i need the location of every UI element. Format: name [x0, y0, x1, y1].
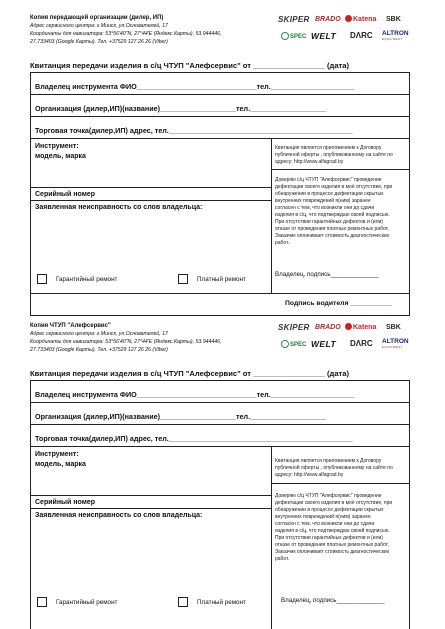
- divider: [31, 508, 271, 509]
- divider: [31, 293, 409, 294]
- shop-row[interactable]: Торговая точка(дилер,ИП) адрес, тел.______________________________________________: [31, 425, 409, 447]
- receipt-form-service-copy: [30, 322, 410, 606]
- warranty-repair-checkbox[interactable]: [37, 597, 117, 607]
- paid-label: Платный ремонт: [197, 275, 246, 283]
- shop-row[interactable]: Торговая точка(дилер,ИП) адрес, тел.______________________________________________: [31, 117, 409, 139]
- service-address: Адрес сервисного центра: г.Минск, ул.Основателей, 17: [30, 23, 168, 29]
- warranty-label: Гарантийный ремонт: [56, 275, 118, 283]
- paid-repair-checkbox[interactable]: [178, 274, 246, 284]
- coordinates-line-1: Координаты для навигатора: 53°56'40"N, 27°44'E (Яндекс.Карты), 53.944446,: [30, 339, 222, 345]
- spec-ring-icon: [281, 340, 289, 348]
- header-info: [30, 322, 280, 354]
- brado-logo: BRADO: [315, 324, 341, 331]
- altron-logo: ALTRON EQUIPMENT: [382, 338, 409, 349]
- spec-logo: SPEC: [281, 32, 306, 40]
- brado-logo: BRADO: [315, 16, 341, 23]
- brand-logos: [278, 14, 410, 54]
- altron-logo: ALTRON EQUIPMENT: [382, 30, 409, 41]
- sbk-logo: SBK: [386, 16, 401, 23]
- welt-logo: WELT: [311, 31, 337, 41]
- divider: [31, 200, 271, 201]
- checkbox-square[interactable]: [37, 597, 47, 607]
- katena-mark-icon: [345, 323, 352, 330]
- form-table: [30, 72, 410, 316]
- coordinates-line-2: 27.733403 (Google Карты). Тел. +37529 127 26 26 (Viber): [30, 347, 168, 353]
- organization-row[interactable]: Организация (дилер,ИП)(название)___________________тел.___________________: [31, 403, 409, 425]
- katena-logo: Katena: [345, 15, 376, 23]
- column-divider: [271, 447, 272, 629]
- header-info: [30, 14, 280, 46]
- driver-signature[interactable]: Подпись водителя ___________: [285, 300, 392, 307]
- tool-model-label[interactable]: модель, марка: [35, 461, 86, 468]
- form-table: [30, 380, 410, 629]
- tool-label: Инструмент:: [35, 451, 79, 458]
- owner-signature[interactable]: Владелец, подпись______________: [275, 271, 379, 278]
- defect-label[interactable]: Заявленная неисправность со слов владельца:: [35, 204, 203, 211]
- owner-row[interactable]: Владелец инструмента ФИО______________________________тел._____________________: [31, 381, 409, 403]
- paid-label: Платный ремонт: [197, 598, 246, 606]
- organization-row[interactable]: Организация (дилер,ИП)(название)___________________тел.___________________: [31, 95, 409, 117]
- consent-text: Доверяю с/ц ЧТУП "Алефсервис" проведение дефектации своего изделия в моё отсутствие, при обнаружении в процессе дефектации скрытых внутренних повреждений я(ним) заранее согласен с тем, что возникли они до сдачи изделия в с/ц, что подтверждаю своей подписью. При отсутствии гарантийных дефектов и (или) отказе от проведения платных ремонтных работ, Заказчик оплачивает стоимость диагностических работ.: [275, 177, 393, 246]
- tool-model-label[interactable]: модель, марка: [35, 153, 86, 160]
- dart-logo: DΛRC: [350, 339, 373, 348]
- sbk-logo: SBK: [386, 324, 401, 331]
- copy-label: Копия ЧТУП "Алефсервис": [30, 323, 111, 329]
- coordinates-line-1: Координаты для навигатора: 53°56'40"N, 27°44'E (Яндекс.Карты), 53.944446,: [30, 31, 222, 37]
- offer-notice: Квитанция является приложением к Договору публичной оферты , опубликованному на сайте по адресу: http://www.alfagrad.by: [275, 458, 393, 478]
- serial-label[interactable]: Серийный номер: [35, 191, 96, 198]
- owner-signature[interactable]: Владелец, подпись______________: [281, 597, 385, 604]
- katena-mark-icon: [345, 15, 352, 22]
- serial-label[interactable]: Серийный номер: [35, 499, 96, 506]
- copy-label: Копия передающей организации (дилер, ИП): [30, 15, 164, 21]
- consent-text: Доверяю с/ц ЧТУП "Алефсервис" проведение дефектации своего изделия в моё отсутствие, при обнаружении в процессе дефектации скрытых внутренних повреждений я(ним) заранее согласен с тем, что возникли они до сдачи изделия в с/ц, что подтверждаю своей подписью. При отсутствии гарантийных дефектов и (или) отказе от проведения платных ремонтных работ, Заказчик оплачивает стоимость диагностических работ.: [275, 493, 393, 562]
- divider: [31, 187, 271, 188]
- welt-logo: WELT: [311, 339, 337, 349]
- offer-notice: Квитанция является приложением к Договору публичной оферты , опубликованному на сайте по адресу: http://www.alfagrad.by: [275, 145, 393, 165]
- column-divider: [271, 139, 272, 293]
- form-header: [30, 14, 410, 60]
- warranty-label: Гарантийный ремонт: [56, 598, 118, 606]
- spec-ring-icon: [281, 32, 289, 40]
- skiper-logo: SKIPER: [278, 323, 310, 332]
- warranty-repair-checkbox[interactable]: [37, 274, 117, 284]
- receipt-title: Квитанция передачи изделия в с/ц ЧТУП "Алефсервис" от _________________ (дата): [30, 369, 350, 378]
- checkbox-square[interactable]: [178, 274, 188, 284]
- receipt-form-dealer-copy: [30, 14, 410, 307]
- divider: [271, 483, 409, 484]
- paid-repair-checkbox[interactable]: [178, 597, 246, 607]
- skiper-logo: SKIPER: [278, 15, 310, 24]
- form-header: [30, 322, 410, 368]
- spec-logo: SPEC: [281, 340, 306, 348]
- service-address: Адрес сервисного центра: г.Минск, ул.Основателей, 17: [30, 331, 168, 337]
- receipt-title: Квитанция передачи изделия в с/ц ЧТУП "Алефсервис" от _________________ (дата): [30, 61, 350, 70]
- defect-label[interactable]: Заявленная неисправность со слов владельца:: [35, 512, 203, 519]
- owner-row[interactable]: Владелец инструмента ФИО______________________________тел._____________________: [31, 73, 409, 95]
- tool-label: Инструмент:: [35, 143, 79, 150]
- dart-logo: DΛRC: [350, 31, 373, 40]
- divider: [31, 495, 271, 496]
- checkbox-square[interactable]: [178, 597, 188, 607]
- divider: [271, 169, 409, 170]
- checkbox-square[interactable]: [37, 274, 47, 284]
- coordinates-line-2: 27.733403 (Google Карты). Тел. +37529 127 26 26 (Viber): [30, 39, 168, 45]
- katena-logo: Katena: [345, 323, 376, 331]
- brand-logos: [278, 322, 410, 362]
